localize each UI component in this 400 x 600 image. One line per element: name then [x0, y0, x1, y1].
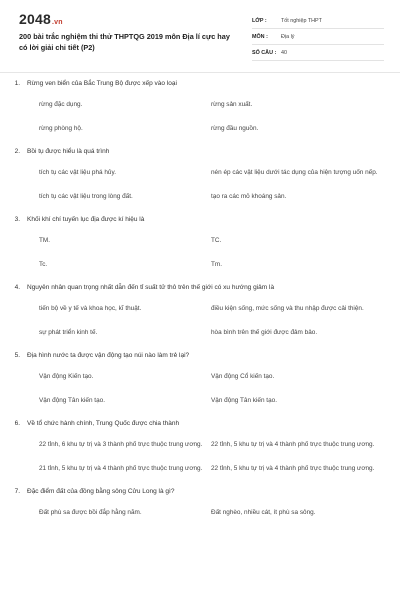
answer-option-b[interactable]: rừng sản xuất.: [211, 101, 253, 108]
question-stem: Địa hình nước ta được vận động tạo núi nào làm trẻ lại?: [27, 352, 190, 359]
answer-option-d[interactable]: rừng đầu nguồn.: [211, 125, 259, 132]
question-stem: Rừng ven biển của Bắc Trung Bộ được xếp vào loại: [27, 80, 177, 87]
exam-meta: [252, 13, 384, 61]
question-5: [0, 351, 400, 406]
answer-option-b[interactable]: Vận động Cổ kiến tạo.: [211, 373, 275, 380]
answer-option-a[interactable]: rừng đặc dụng.: [39, 101, 83, 108]
meta-value: 40: [281, 49, 287, 56]
answer-option-a[interactable]: tiến bộ về y tế và khoa học, kĩ thuật.: [39, 305, 142, 312]
question-list: [0, 79, 400, 531]
question-stem: Khối khí chí tuyến lục địa được kí hiệu là: [27, 216, 145, 223]
answer-option-a[interactable]: Vận động Kiến tạo.: [39, 373, 94, 380]
question-4: [0, 283, 400, 338]
logo-text: 2048: [19, 11, 51, 27]
question-stem: Đặc điểm đất của đồng bằng sông Cửu Long là gì?: [27, 488, 175, 495]
answer-option-b[interactable]: điều kiện sống, mức sống và thu nhập được cải thiện.: [211, 305, 364, 312]
meta-row-class: [252, 13, 384, 29]
meta-label: LỚP :: [252, 17, 267, 24]
answer-option-d[interactable]: Vận động Tân kiến tạo.: [211, 397, 277, 404]
answer-option-b[interactable]: nén ép các vật liệu dưới tác dụng của hiện tượng uốn nếp.: [211, 169, 378, 176]
question-2: [0, 147, 400, 202]
answer-option-c[interactable]: 21 tỉnh, 5 khu tự trị và 4 thành phố trực thuộc trung ương.: [39, 465, 203, 472]
question-3: [0, 215, 400, 270]
logo-suffix: .vn: [51, 19, 63, 26]
page-title: 200 bài trắc nghiệm thi thử THPTQG 2019 môn Địa lí cực hay có lời giải chi tiết (P2): [19, 32, 230, 52]
answer-option-c[interactable]: tích tụ các vật liệu trong lòng đất.: [39, 193, 133, 200]
question-number: 5.: [14, 352, 20, 359]
answer-option-c[interactable]: Tc.: [39, 261, 48, 268]
question-number: 1.: [14, 80, 20, 87]
meta-row-subject: [252, 29, 384, 45]
meta-value: Tốt nghiệp THPT: [281, 17, 322, 24]
answer-option-a[interactable]: tích tụ các vật liệu phá hủy.: [39, 169, 116, 176]
question-number: 4.: [14, 284, 20, 291]
meta-row-count: [252, 45, 384, 61]
answer-option-b[interactable]: TC.: [211, 237, 222, 244]
question-number: 3.: [14, 216, 20, 223]
page-header: [0, 0, 400, 72]
meta-value: Địa lý: [281, 33, 295, 40]
question-number: 2.: [14, 148, 20, 155]
question-number: 6.: [14, 420, 20, 427]
answer-option-d[interactable]: hòa bình trên thế giới được đảm bảo.: [211, 329, 318, 336]
answer-option-d[interactable]: Tm.: [211, 261, 223, 268]
answer-option-a[interactable]: TM.: [39, 237, 51, 244]
question-stem: Nguyên nhân quan trọng nhất dẫn đến tỉ suất tử thô trên thế giới có xu hướng giảm là: [27, 284, 275, 291]
meta-label: SỐ CÂU :: [252, 49, 277, 56]
meta-label: MÔN :: [252, 33, 268, 40]
answer-option-b[interactable]: Đất nghèo, nhiều cát, ít phù sa sông.: [211, 509, 316, 516]
answer-option-d[interactable]: tạo ra các mỏ khoáng sản.: [211, 193, 287, 200]
answer-option-d[interactable]: 22 tỉnh, 5 khu tự trị và 4 thành phố trực thuộc trung ương.: [211, 465, 375, 472]
question-6: [0, 419, 400, 474]
answer-option-c[interactable]: rừng phòng hộ.: [39, 125, 83, 132]
answer-option-a[interactable]: 22 tỉnh, 6 khu tự trị và 3 thành phố trực thuộc trung ương.: [39, 441, 203, 448]
answer-option-c[interactable]: Vận động Tân kiến tạo.: [39, 397, 105, 404]
answer-option-a[interactable]: Đất phù sa được bồi đắp hằng năm.: [39, 509, 142, 516]
question-number: 7.: [14, 488, 20, 495]
site-logo[interactable]: [19, 11, 63, 27]
question-7: [0, 487, 400, 518]
answer-option-b[interactable]: 22 tỉnh, 5 khu tự trị và 4 thành phố trực thuộc trung ương.: [211, 441, 375, 448]
question-1: [0, 79, 400, 134]
answer-option-c[interactable]: sự phát triển kinh tế.: [39, 329, 98, 336]
question-stem: Về tổ chức hành chính, Trung Quốc được chia thành: [27, 420, 180, 427]
question-stem: Bồi tụ được hiểu là quá trình: [27, 148, 110, 155]
header-divider: [0, 72, 400, 73]
